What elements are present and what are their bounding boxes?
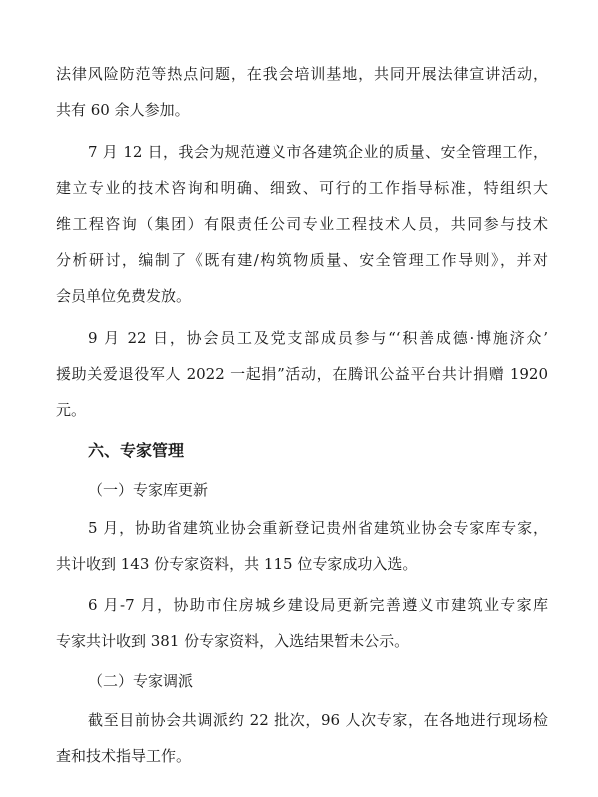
subsection-heading: （一）专家库更新 — [88, 481, 209, 499]
paragraph-line: 建立专业的技术咨询和明确、细致、可行的工作指导标准，特组织大 — [56, 179, 548, 197]
section-heading: 六、专家管理 — [88, 441, 185, 460]
paragraph-line: 会员单位免费发放。 — [56, 287, 192, 305]
paragraph-line: 6 月-7 月，协助市住房城乡建设局更新完善遵义市建筑业专家库 — [88, 596, 548, 614]
paragraph-line: 分析研讨，编制了《既有建/构筑物质量、安全管理工作导则》，并对 — [56, 251, 548, 269]
paragraph-line: 截至目前协会共调派约 22 批次，96 人次专家，在各地进行现场检 — [88, 711, 548, 729]
paragraph-line: 7 月 12 日，我会为规范遵义市各建筑企业的质量、安全管理工作， — [88, 143, 548, 161]
paragraph-line: 共计收到 143 份专家资料，共 115 位专家成功入选。 — [56, 555, 418, 573]
paragraph-line: 专家共计收到 381 份专家资料，入选结果暂未公示。 — [56, 632, 410, 650]
paragraph-line: 维工程咨询（集团）有限责任公司专业工程技术人员，共同参与技术 — [56, 215, 548, 233]
subsection-heading: （二）专家调派 — [88, 672, 194, 690]
paragraph-line: 5 月，协助省建筑业协会重新登记贵州省建筑业协会专家库专家， — [88, 519, 548, 537]
paragraph-line: 援助关爱退役军人 2022 一起捐”活动，在腾讯公益平台共计捐赠 1920 — [56, 365, 548, 383]
paragraph-line: 共有 60 余人参加。 — [56, 101, 190, 119]
paragraph-line: 法律风险防范等热点问题，在我会培训基地，共同开展法律宣讲活动， — [56, 65, 548, 83]
paragraph-line: 9 月 22 日，协会员工及党支部成员参与“‘积善成德·博施济众’ — [88, 329, 548, 347]
paragraph-line: 元。 — [56, 401, 87, 419]
paragraph-line: 查和技术指导工作。 — [56, 747, 192, 765]
